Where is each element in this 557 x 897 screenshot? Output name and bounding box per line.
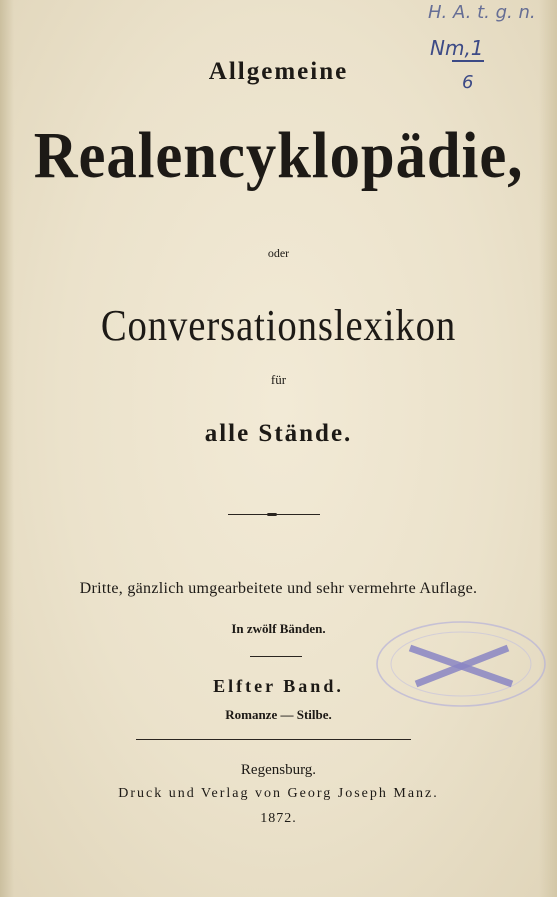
library-stamp	[372, 618, 550, 710]
imprint-place: Regensburg.	[240, 762, 317, 778]
title-audience: alle Stände.	[204, 420, 353, 447]
title-line-allgemeine: Allgemeine	[208, 58, 349, 85]
imprint-year: 1872.	[260, 811, 297, 826]
subtitle: Conversationslexikon	[100, 301, 457, 350]
volume-range: Romanze — Stilbe.	[225, 707, 332, 722]
imprint-publisher: Druck und Verlag von Georg Joseph Manz.	[118, 786, 439, 801]
title-connector-oder: oder	[267, 246, 290, 260]
edition-statement: Dritte, gänzlich umgearbeitete und sehr vermehrte Auflage.	[79, 580, 478, 597]
handwritten-shelfnumber: 6	[462, 72, 474, 93]
imprint-rule	[136, 739, 411, 740]
title-connector-fuer: für	[270, 372, 287, 387]
volumes-statement: In zwölf Bänden.	[231, 621, 326, 636]
handwritten-shelfmark: Nm,1	[430, 36, 484, 60]
handwritten-signature: H. A. t. g. n.	[428, 2, 536, 23]
ornament-center	[267, 513, 277, 516]
volume-number: Elfter Band.	[213, 676, 344, 696]
short-rule	[250, 656, 302, 657]
main-title: Realencyklopädie,	[33, 119, 524, 192]
